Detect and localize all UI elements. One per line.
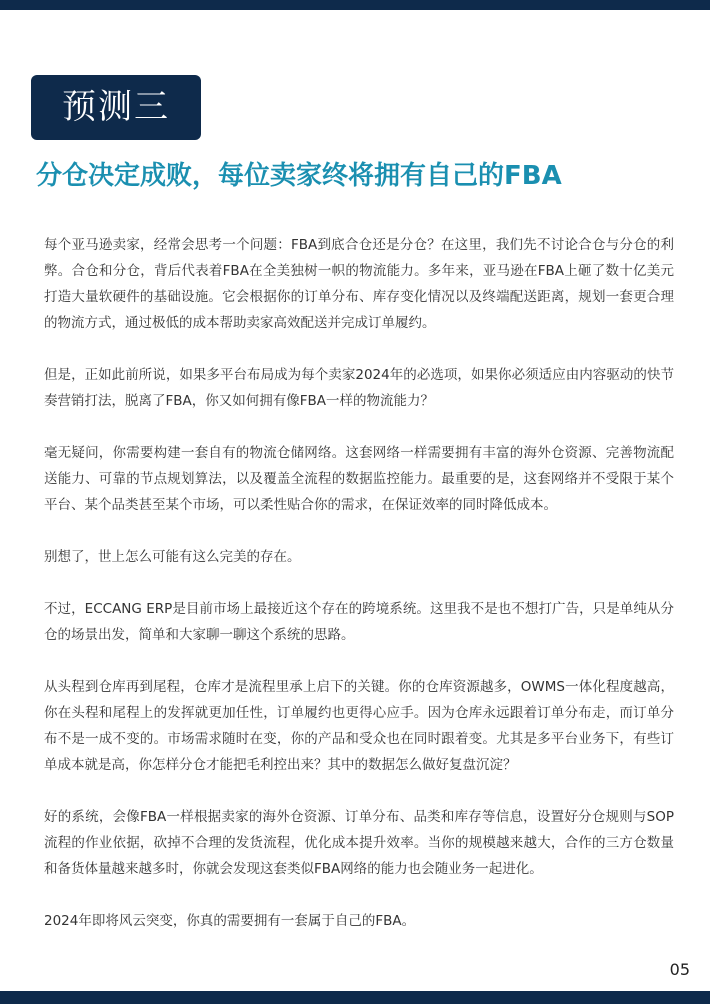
article-body (44, 232, 674, 960)
paragraph: 不过，ECCANG ERP是目前市场上最接近这个存在的跨境系统。这里我不是也不想打广告，只是单纯从分仓的场景出发，简单和大家聊一聊这个系统的思路。 (44, 601, 674, 643)
paragraph: 毫无疑问，你需要构建一套自有的物流仓储网络。这套网络一样需要拥有丰富的海外仓资源、完善物流配送能力、可靠的节点规划算法，以及覆盖全流程的数据监控能力。最重要的是，这套网络并不受限于某个平台、某个品类甚至某个市场，可以柔性贴合你的需求，在保证效率的同时降低成本。 (44, 445, 674, 513)
paragraph: 2024年即将风云突变，你真的需要拥有一套属于自己的FBA。 (44, 913, 416, 929)
bottom-decor-bar (0, 991, 710, 1004)
top-decor-bar (0, 0, 710, 10)
paragraph: 从头程到仓库再到尾程，仓库才是流程里承上启下的关键。你的仓库资源越多，OWMS一体化程度越高，你在头程和尾程上的发挥就更加任性，订单履约也更得心应手。因为仓库永远跟着订单分布走，而订单分布不是一成不变的。市场需求随时在变，你的产品和受众也在同时跟着变。尤其是多平台业务下，有些订单成本就是高，你怎样分仓才能把毛利控出来？其中的数据怎么做好复盘沉淀？ (44, 679, 674, 773)
section-label: 预测三 (31, 75, 201, 140)
paragraph: 但是，正如此前所说，如果多平台布局成为每个卖家2024年的必选项，如果你必须适应由内容驱动的快节奏营销打法，脱离了FBA，你又如何拥有像FBA一样的物流能力？ (44, 367, 674, 409)
paragraph: 每个亚马逊卖家，经常会思考一个问题：FBA到底合仓还是分仓？在这里，我们先不讨论合仓与分仓的利弊。合仓和分仓，背后代表着FBA在全美独树一帜的物流能力。多年来，亚马逊在FBA上砸了数十亿美元打造大量软硬件的基础设施。它会根据你的订单分布、库存变化情况以及终端配送距离，规划一套更合理的物流方式，通过极低的成本帮助卖家高效配送并完成订单履约。 (44, 237, 674, 331)
page-headline: 分仓决定成败，每位卖家终将拥有自己的FBA (36, 161, 562, 191)
paragraph: 好的系统，会像FBA一样根据卖家的海外仓资源、订单分布、品类和库存等信息，设置好分仓规则与SOP流程的作业依据，砍掉不合理的发货流程，优化成本提升效率。当你的规模越来越大，合作的三方仓数量和备货体量越来越多时，你就会发现这套类似FBA网络的能力也会随业务一起进化。 (44, 809, 674, 877)
page-number: 05 (669, 960, 690, 979)
paragraph: 别想了，世上怎么可能有这么完美的存在。 (44, 549, 301, 565)
